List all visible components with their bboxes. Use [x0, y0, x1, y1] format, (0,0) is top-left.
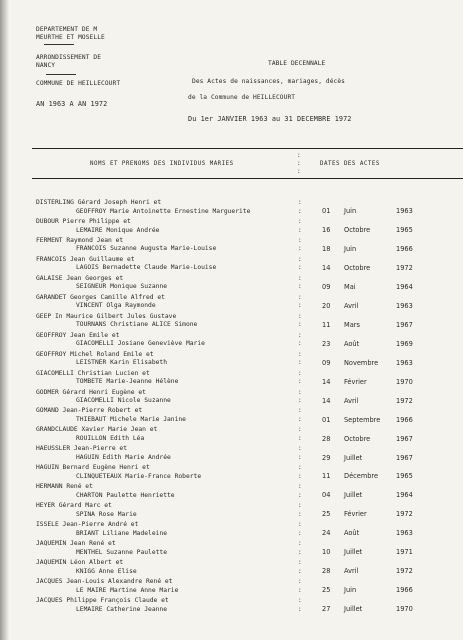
- column-separator: :: [298, 426, 302, 434]
- act-month: Décembre: [344, 472, 379, 481]
- column-separator: :: [298, 567, 302, 575]
- act-day: 16: [322, 226, 331, 235]
- bride-name: MENTHEL Suzanne Paulette: [76, 548, 167, 556]
- column-separator: :: [298, 529, 302, 537]
- bride-name: HAGUIN Edith Marie Andrée: [76, 453, 171, 461]
- column-separator: :: [298, 255, 302, 263]
- bride-name: BRIANT Liliane Madeleine: [76, 529, 167, 537]
- bride-name: LEMAIRE Catherine Jeanne: [76, 605, 167, 613]
- bride-name: THIEBAUT Michele Marie Janine: [76, 416, 186, 424]
- column-separator: :: [298, 472, 302, 480]
- bride-name: FRANCOIS Suzanne Augusta Marie-Louise: [76, 245, 217, 253]
- act-year: 1963: [396, 301, 413, 310]
- act-day: 14: [322, 264, 331, 273]
- act-month: Juin: [344, 245, 357, 254]
- act-day: 29: [322, 453, 331, 462]
- groom-name: GEOFFROY Michel Roland Emile et: [36, 350, 154, 358]
- act-year: 1972: [396, 567, 413, 576]
- act-year: 1972: [396, 396, 413, 405]
- column-separator: :: [297, 152, 301, 159]
- column-separator: :: [298, 350, 302, 358]
- groom-name: FRANCOIS Jean Guillaume et: [36, 255, 135, 263]
- column-separator: :: [298, 605, 302, 613]
- act-day: 25: [322, 586, 331, 595]
- act-year: 1966: [396, 245, 413, 254]
- bride-name: VINCENT Olga Raymonde: [76, 302, 156, 310]
- act-month: Septembre: [344, 415, 381, 424]
- act-month: Avril: [344, 396, 359, 405]
- act-day: 09: [322, 358, 331, 367]
- bride-name: KNIGG Anne Elise: [76, 567, 137, 575]
- column-separator: :: [298, 199, 302, 206]
- department-line-2: MEURTHE ET MOSELLE: [36, 34, 105, 41]
- act-year: 1969: [396, 339, 413, 348]
- act-year: 1972: [396, 264, 413, 273]
- act-day: 18: [322, 245, 331, 254]
- column-separator: :: [298, 502, 302, 510]
- groom-name: GEOFFROY Jean Emile et: [36, 331, 120, 339]
- column-header-names: NOMS ET PRENOMS DES INDIVIDUS MARIES: [90, 161, 234, 167]
- column-separator: :: [298, 302, 302, 310]
- act-year: 1966: [396, 586, 413, 595]
- act-year: 1963: [396, 529, 413, 538]
- act-month: Mars: [344, 320, 360, 329]
- act-year: 1965: [396, 472, 413, 481]
- column-separator: :: [298, 596, 302, 604]
- column-separator: :: [298, 369, 302, 377]
- act-day: 04: [322, 491, 331, 500]
- bride-name: LEMAIRE Monique Andrée: [76, 226, 160, 234]
- groom-name: GRANDCLAUDE Xavier Marie Jean et: [36, 426, 158, 434]
- act-day: 01: [322, 415, 331, 424]
- act-month: Août: [344, 529, 360, 538]
- years-line: AN 1963 A AN 1972: [36, 100, 108, 108]
- column-separator: :: [298, 510, 302, 518]
- column-separator: :: [298, 245, 302, 253]
- column-separator: :: [298, 312, 302, 320]
- act-day: 01: [322, 207, 331, 216]
- act-day: 14: [322, 396, 331, 405]
- act-day: 11: [322, 472, 331, 481]
- act-month: Mai: [344, 282, 356, 291]
- act-year: 1965: [396, 226, 413, 235]
- act-month: Avril: [344, 567, 359, 576]
- act-year: 1963: [396, 358, 413, 367]
- act-month: Juillet: [344, 605, 363, 614]
- column-separator: :: [298, 274, 302, 282]
- bride-name: SPINA Rose Marie: [76, 510, 137, 518]
- column-separator: :: [298, 559, 302, 567]
- column-separator: :: [298, 453, 302, 461]
- groom-name: JAQUEMIN Léon Albert et: [36, 559, 124, 567]
- column-separator: :: [298, 340, 302, 348]
- column-separator: :: [298, 226, 302, 234]
- act-year: 1967: [396, 320, 413, 329]
- act-day: 11: [322, 320, 331, 329]
- groom-name: ISSELE Jean-Pierre André et: [36, 521, 139, 529]
- act-day: 28: [322, 567, 331, 576]
- column-separator: :: [298, 217, 302, 225]
- table-title: TABLE DECENNALE: [268, 60, 326, 67]
- act-month: Octobre: [344, 264, 371, 273]
- column-separator: :: [298, 321, 302, 329]
- bride-name: LAGOIS Bernadette Claude Marie-Louise: [76, 264, 217, 272]
- column-separator: :: [298, 397, 302, 405]
- groom-name: GARANDET Georges Camille Alfred et: [36, 293, 165, 301]
- groom-name: GIACOMELLI Christian Lucien et: [36, 369, 150, 377]
- groom-name: HAEUSSLER Jean-Pierre et: [36, 445, 127, 453]
- groom-name: FERMENT Raymond Jean et: [36, 236, 124, 244]
- act-day: 10: [322, 548, 331, 557]
- groom-name: GODMER Gérard Henri Eugène et: [36, 388, 146, 396]
- date-range: Du 1er JANVIER 1963 au 31 DECEMBRE 1972: [188, 115, 352, 123]
- column-separator: :: [298, 264, 302, 272]
- act-day: 20: [322, 301, 331, 310]
- act-year: 1964: [396, 282, 413, 291]
- act-month: Octobre: [344, 226, 371, 235]
- act-day: 14: [322, 377, 331, 386]
- commune-description: de la Commune de HEILLECOURT: [188, 94, 296, 101]
- groom-name: JACQUES Jean-Louis Alexandre René et: [36, 578, 173, 585]
- bride-name: SEIGNEUR Monique Suzanne: [76, 283, 167, 291]
- column-separator: :: [298, 293, 302, 301]
- act-year: 1963: [396, 207, 413, 216]
- act-day: 24: [322, 529, 331, 538]
- commune-line: COMMUNE DE HEILLECOURT: [36, 80, 121, 87]
- groom-name: DISTERLING Gérard Joseph Henri et: [36, 199, 162, 206]
- bride-name: CLINQUETEAUX Marie-France Roberte: [76, 472, 202, 480]
- act-year: 1966: [396, 415, 413, 424]
- arrondissement-line-2: NANCY: [36, 62, 56, 69]
- act-year: 1967: [396, 434, 413, 443]
- column-separator: :: [298, 207, 302, 215]
- column-separator: :: [298, 407, 302, 415]
- act-month: Octobre: [344, 434, 371, 443]
- groom-name: JAQUEMIN Jean René et: [36, 540, 116, 548]
- act-day: 23: [322, 339, 331, 348]
- bride-name: LEISTNER Karin Elisabeth: [76, 359, 167, 367]
- act-month: Juin: [344, 586, 357, 595]
- column-separator: :: [298, 586, 302, 594]
- act-month: Avril: [344, 301, 359, 310]
- bride-name: GIACOMELLI Josiane Geneviève Marie: [76, 340, 205, 348]
- groom-name: GOMAND Jean-Pierre Robert et: [36, 407, 143, 415]
- column-separator: :: [298, 578, 302, 585]
- groom-name: JACQUES Philippe François Claude et: [36, 596, 169, 604]
- bride-name: ROUILLON Edith Léa: [76, 434, 145, 442]
- column-separator: :: [298, 548, 302, 556]
- column-separator: :: [298, 491, 302, 499]
- act-month: Août: [344, 339, 360, 348]
- groom-name: HEYER Gérard Marc et: [36, 502, 112, 510]
- acts-description: Des Actes de naissances, mariages, décès: [192, 78, 346, 85]
- groom-name: GEEP In Maurice Gilbert Jules Gustave: [36, 312, 177, 320]
- act-year: 1972: [396, 510, 413, 519]
- act-year: 1970: [396, 377, 413, 386]
- column-separator: :: [298, 378, 302, 386]
- groom-name: DUBOUR Pierre Philippe et: [36, 217, 131, 225]
- act-month: Février: [344, 510, 367, 519]
- column-separator: :: [298, 540, 302, 548]
- act-month: Juin: [344, 207, 357, 216]
- act-day: 28: [322, 434, 331, 443]
- column-separator: :: [298, 236, 302, 244]
- column-separator: :: [298, 434, 302, 442]
- act-year: 1967: [396, 453, 413, 462]
- act-month: Février: [344, 377, 367, 386]
- column-separator: :: [298, 521, 302, 529]
- act-day: 25: [322, 510, 331, 519]
- act-month: Novembre: [344, 358, 379, 367]
- act-month: Juillet: [344, 491, 363, 500]
- act-day: 09: [322, 282, 331, 291]
- act-year: 1970: [396, 605, 413, 614]
- bride-name: TOMBETE Marie-Jeanne Hélène: [76, 378, 179, 386]
- column-header-dates: DATES DES ACTES: [320, 161, 380, 167]
- column-separator: :: [298, 283, 302, 291]
- groom-name: GALAISE Jean Georges et: [36, 274, 124, 282]
- act-day: 27: [322, 605, 331, 614]
- column-separator: :: [298, 359, 302, 367]
- bride-name: TOURNANS Christiane ALICE Simone: [76, 321, 198, 329]
- column-separator: :: [298, 483, 302, 491]
- column-separator: :: [298, 331, 302, 339]
- column-separator: :: [297, 168, 301, 175]
- act-month: Juillet: [344, 453, 363, 462]
- column-separator: :: [298, 388, 302, 396]
- column-separator: :: [298, 464, 302, 472]
- act-year: 1964: [396, 491, 413, 500]
- act-year: 1971: [396, 548, 413, 557]
- department-line-1: DEPARTEMENT DE M: [36, 26, 98, 33]
- column-separator: :: [297, 160, 301, 167]
- column-separator: :: [298, 416, 302, 424]
- bride-name: CHARTON Paulette Henriette: [76, 491, 175, 499]
- arrondissement-line-1: ARRONDISSEMENT DE: [36, 54, 102, 61]
- bride-name: LE MAIRE Martine Anne Marie: [76, 586, 179, 594]
- bride-name: GEOFFROY Marie Antoinette Ernestine Marguerite: [76, 207, 251, 215]
- act-month: Juillet: [344, 548, 363, 557]
- bride-name: GIACOMELLI Nicole Suzanne: [76, 397, 171, 405]
- groom-name: HERMANN René et: [36, 483, 93, 491]
- groom-name: HAGUIN Bernard Eugène Henri et: [36, 464, 150, 472]
- column-separator: :: [298, 445, 302, 453]
